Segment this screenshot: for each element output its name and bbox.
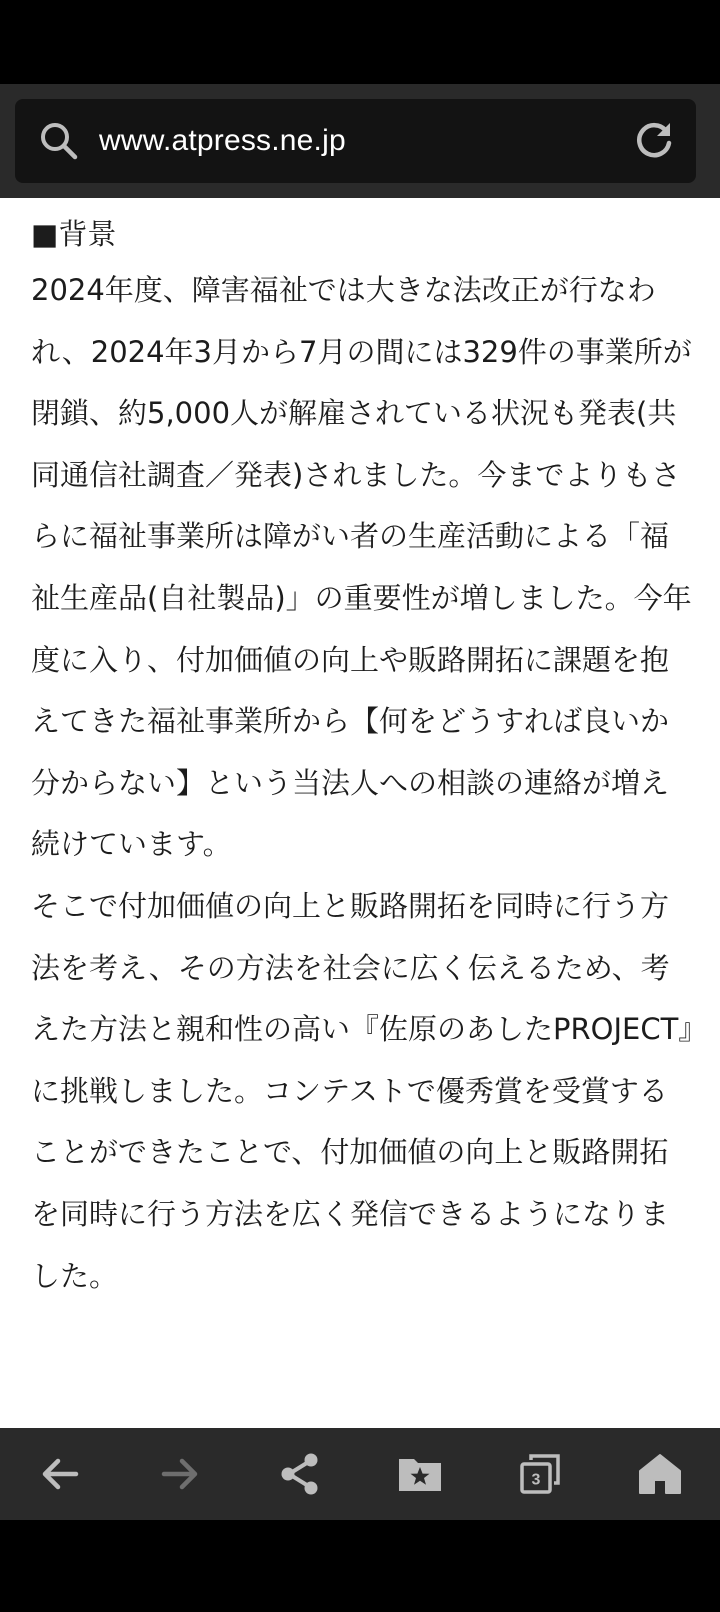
home-icon bbox=[636, 1450, 684, 1498]
paragraph: 2024年度、障害福祉では大きな法改正が行なわれ、2024年3月から7月の間には329件の事業所が閉鎖、約5,000人が解雇されている状況も発表(共同通信社調査／発表)されました。今までよりもさらに福祉事業所は障がい者の生産活動による「福祉生産品(自社製品)」の重要性が増しました。今年度に入り、付加価値の向上や販路開拓に課題を抱えてきた福祉事業所から【何をどうすれば良いか分からない】という当法人への相談の連絡が増え続けています。 bbox=[31, 273, 692, 862]
back-button[interactable] bbox=[28, 1442, 92, 1506]
tabs-icon bbox=[516, 1450, 564, 1498]
search-icon bbox=[37, 119, 81, 163]
share-button[interactable] bbox=[268, 1442, 332, 1506]
page-content bbox=[0, 198, 720, 1428]
tab-count: 3 bbox=[531, 1471, 541, 1489]
paragraph: そこで付加価値の向上と販路開拓を同時に行う方法を考え、その方法を社会に広く伝えるため、考えた方法と親和性の高い『佐原のあしたPROJECT』に挑戦しました。コンテストで優秀賞を受賞することができたことで、付加価値の向上と販路開拓を同時に行う方法を広く発信できるようになりました。 bbox=[31, 888, 693, 1293]
home-button[interactable] bbox=[628, 1442, 692, 1506]
status-bar bbox=[0, 0, 720, 84]
article-body bbox=[31, 208, 693, 1307]
section-heading: ■背景 bbox=[31, 217, 117, 251]
bookmarks-button[interactable] bbox=[388, 1442, 452, 1506]
system-navigation-area bbox=[0, 1520, 720, 1612]
bookmark-folder-icon bbox=[396, 1450, 444, 1498]
forward-button[interactable] bbox=[148, 1442, 212, 1506]
share-icon bbox=[276, 1450, 324, 1498]
reload-icon[interactable] bbox=[630, 117, 678, 165]
browser-toolbar bbox=[0, 84, 720, 198]
tabs-button[interactable] bbox=[508, 1442, 572, 1506]
back-arrow-icon bbox=[36, 1450, 84, 1498]
address-bar[interactable] bbox=[15, 99, 696, 183]
forward-arrow-icon bbox=[156, 1450, 204, 1498]
bottom-navigation-bar bbox=[0, 1428, 720, 1520]
url-text[interactable]: www.atpress.ne.jp bbox=[99, 124, 346, 157]
